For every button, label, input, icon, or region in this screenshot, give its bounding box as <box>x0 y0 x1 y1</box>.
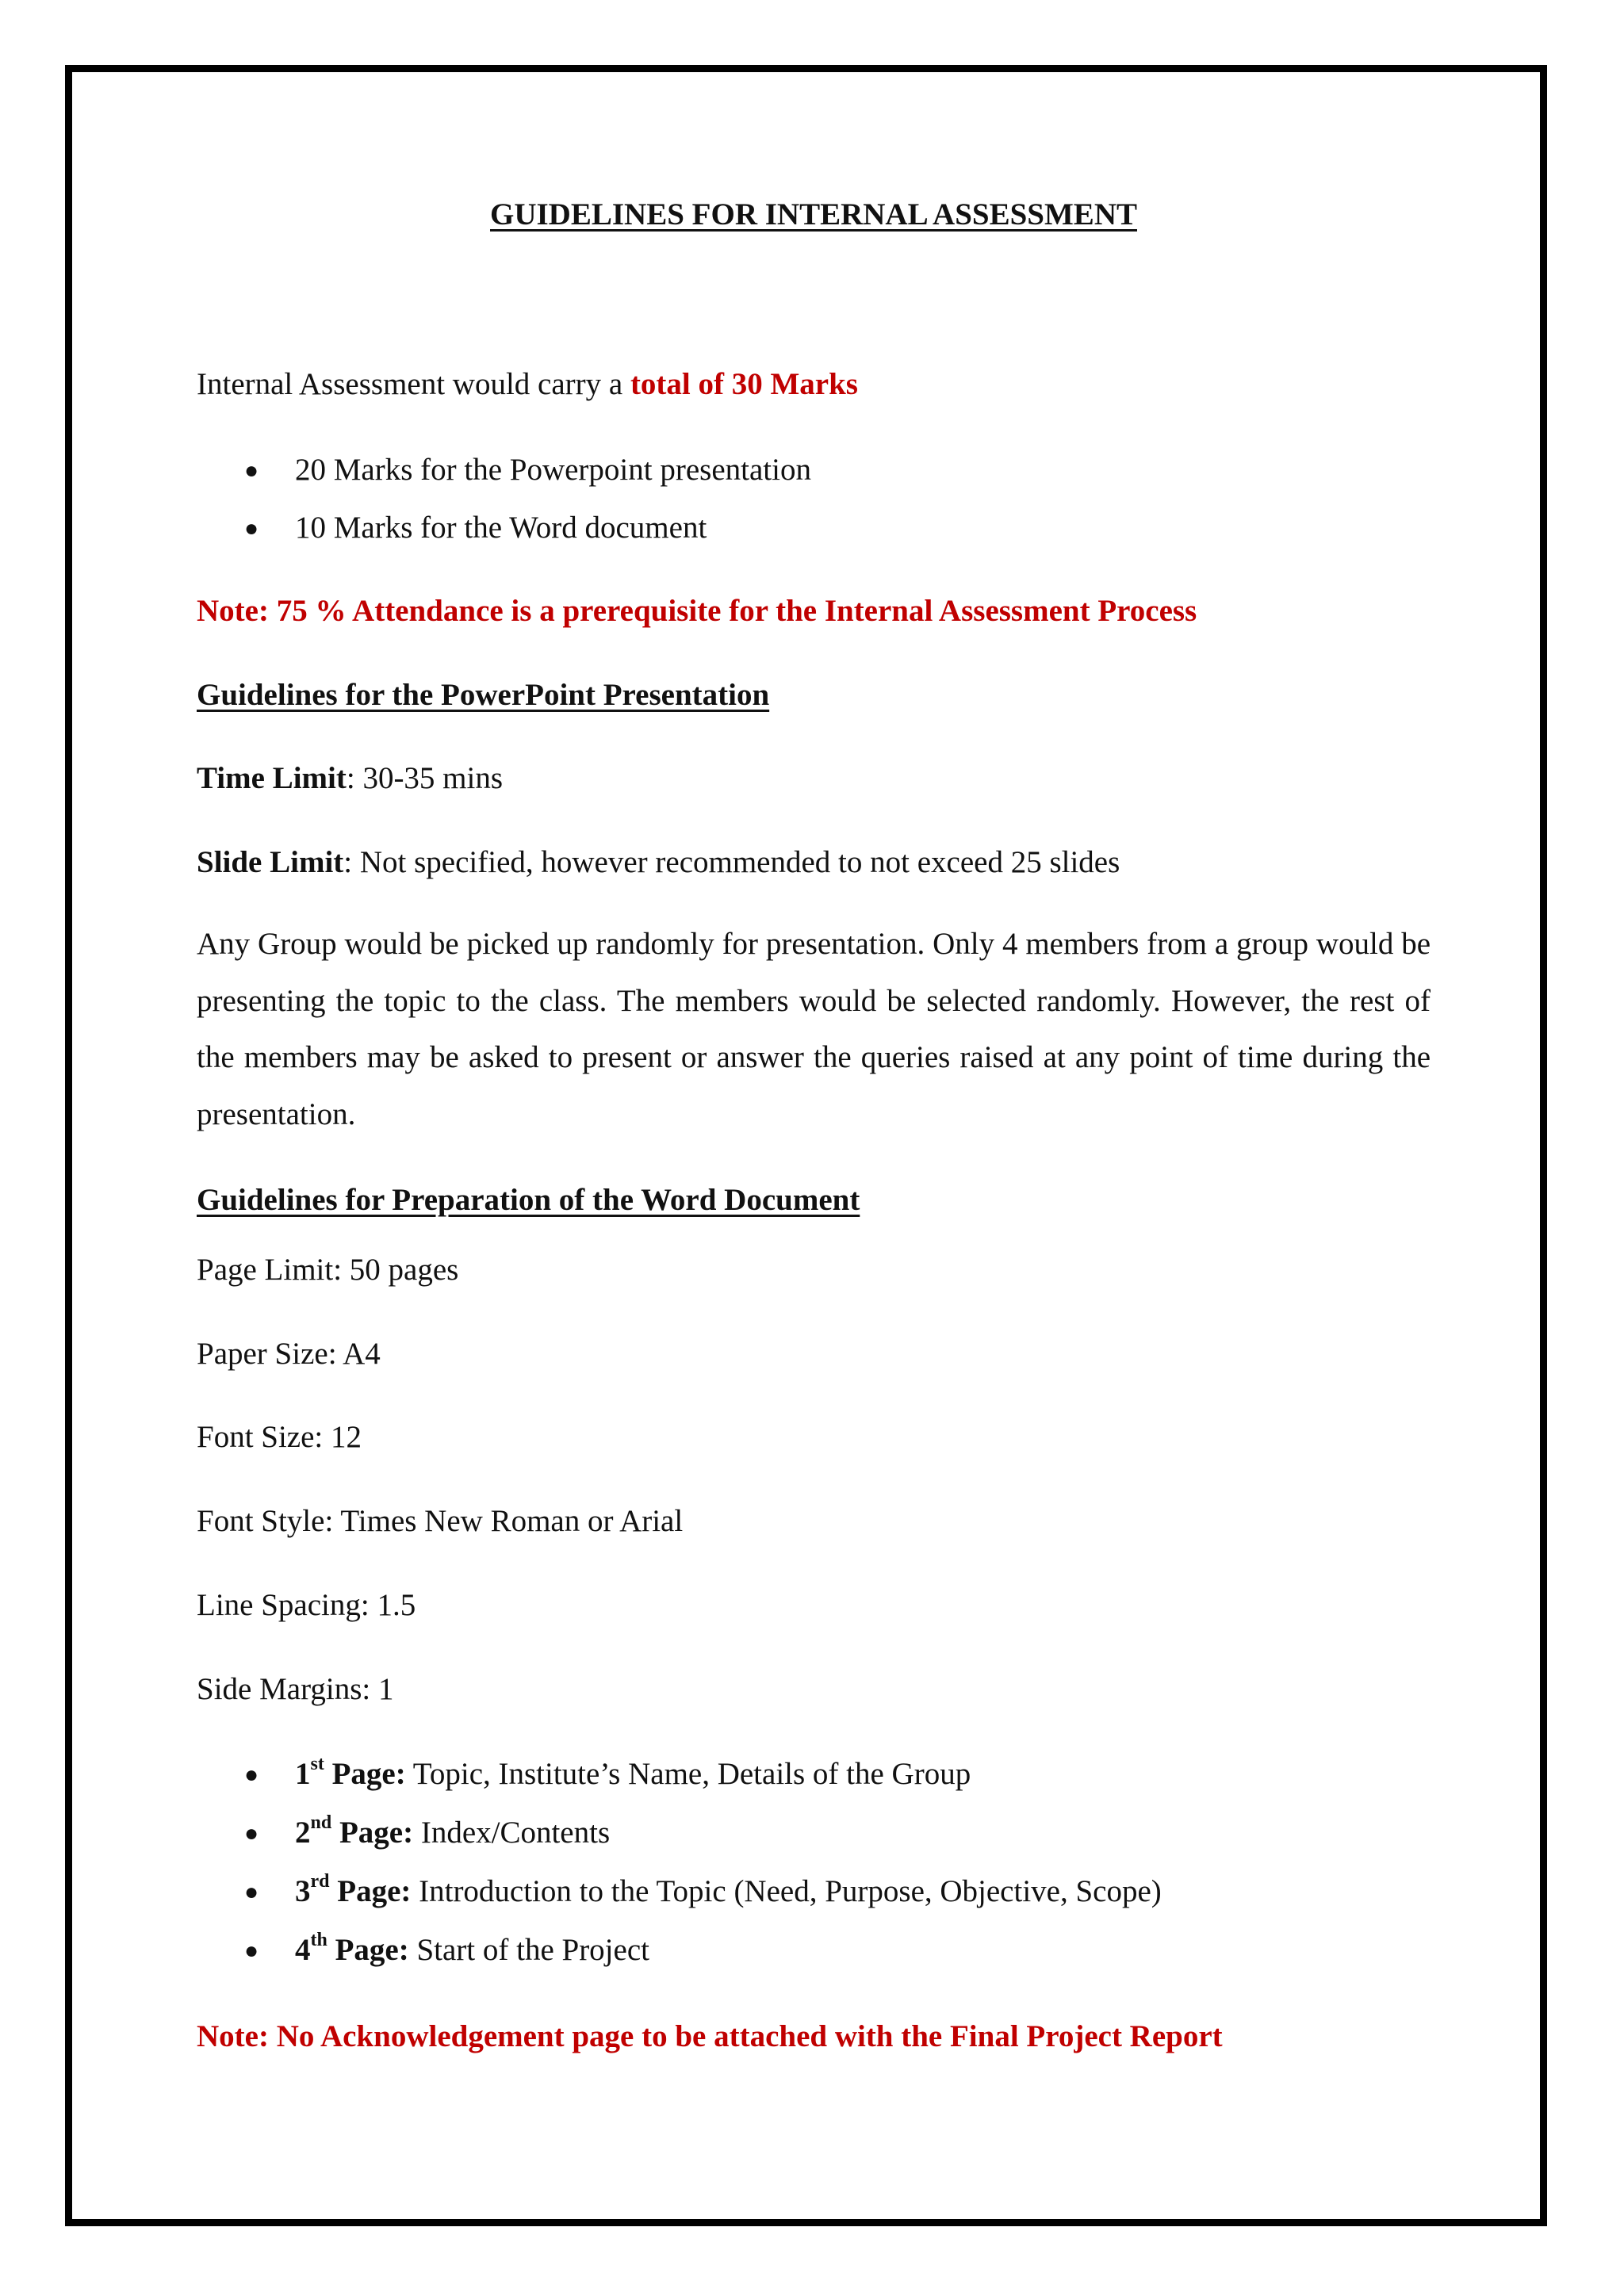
marks-item-text: 10 Marks for the Word document <box>295 511 707 545</box>
presentation-paragraph: Any Group would be picked up randomly for presentation. Only 4 members from a group would be presenting the topic to the class. The members would be selected randomly. However, the rest of the members may be asked to present or answer the queries raised at any point of time during the presentation. <box>197 927 1431 1131</box>
spec-paper-size: Paper Size: A4 <box>197 1337 381 1371</box>
page-description: Index/Contents <box>413 1816 611 1850</box>
page-description: Start of the Project <box>408 1933 649 1967</box>
spec-line-spacing: Line Spacing: 1.5 <box>197 1588 416 1622</box>
page-number: 1 <box>295 1757 311 1791</box>
attendance-note: Note: 75 % Attendance is a prerequisite for the Internal Assessment Process <box>197 594 1197 628</box>
slide-limit-label: Slide Limit <box>197 845 344 879</box>
spec-font-size: Font Size: 12 <box>197 1420 362 1454</box>
ppt-heading: Guidelines for the PowerPoint Presentation <box>197 678 770 712</box>
acknowledgement-note: Note: No Acknowledgement page to be attached with the Final Project Report <box>197 2019 1223 2053</box>
bullet-icon: ● <box>244 1879 259 1905</box>
page-number: 4 <box>295 1933 311 1967</box>
page-ordinal: st <box>310 1754 324 1774</box>
intro-text: Internal Assessment would carry a <box>197 367 630 401</box>
page-number: 3 <box>295 1874 311 1908</box>
page-ordinal: nd <box>310 1812 332 1833</box>
time-limit-line <box>197 760 1431 798</box>
intro-line <box>197 366 1431 404</box>
page-label: Page: <box>327 1933 409 1967</box>
word-heading: Guidelines for Preparation of the Word Document <box>197 1183 860 1217</box>
page-description: Topic, Institute’s Name, Details of the Group <box>405 1757 971 1791</box>
bullet-icon: ● <box>244 515 259 541</box>
spec-page-limit: Page Limit: 50 pages <box>197 1253 459 1287</box>
time-limit-label: Time Limit <box>197 761 347 795</box>
spec-side-margins: Side Margins: 1 <box>197 1672 394 1706</box>
bullet-icon: ● <box>244 1938 259 1964</box>
page-label: Page: <box>331 1816 414 1850</box>
page-label: Page: <box>324 1757 406 1791</box>
spec-font-style: Font Style: Times New Roman or Arial <box>197 1504 684 1538</box>
slide-limit-value: : Not specified, however recommended to not exceed 25 slides <box>343 845 1120 879</box>
document-title: GUIDELINES FOR INTERNAL ASSESSMENT <box>490 197 1137 232</box>
bullet-icon: ● <box>244 1762 259 1788</box>
slide-limit-line <box>197 844 1431 882</box>
intro-highlight: total of 30 Marks <box>630 367 858 401</box>
bullet-icon: ● <box>244 457 259 484</box>
marks-item-text: 20 Marks for the Powerpoint presentation <box>295 453 811 487</box>
page-ordinal: th <box>310 1930 327 1950</box>
page-description: Introduction to the Topic (Need, Purpose, Objective, Scope) <box>411 1874 1162 1908</box>
page-label: Page: <box>329 1874 412 1908</box>
page-ordinal: rd <box>310 1871 330 1892</box>
time-limit-value: : 30-35 mins <box>346 761 504 795</box>
page-number: 2 <box>295 1816 311 1850</box>
bullet-icon: ● <box>244 1820 259 1846</box>
